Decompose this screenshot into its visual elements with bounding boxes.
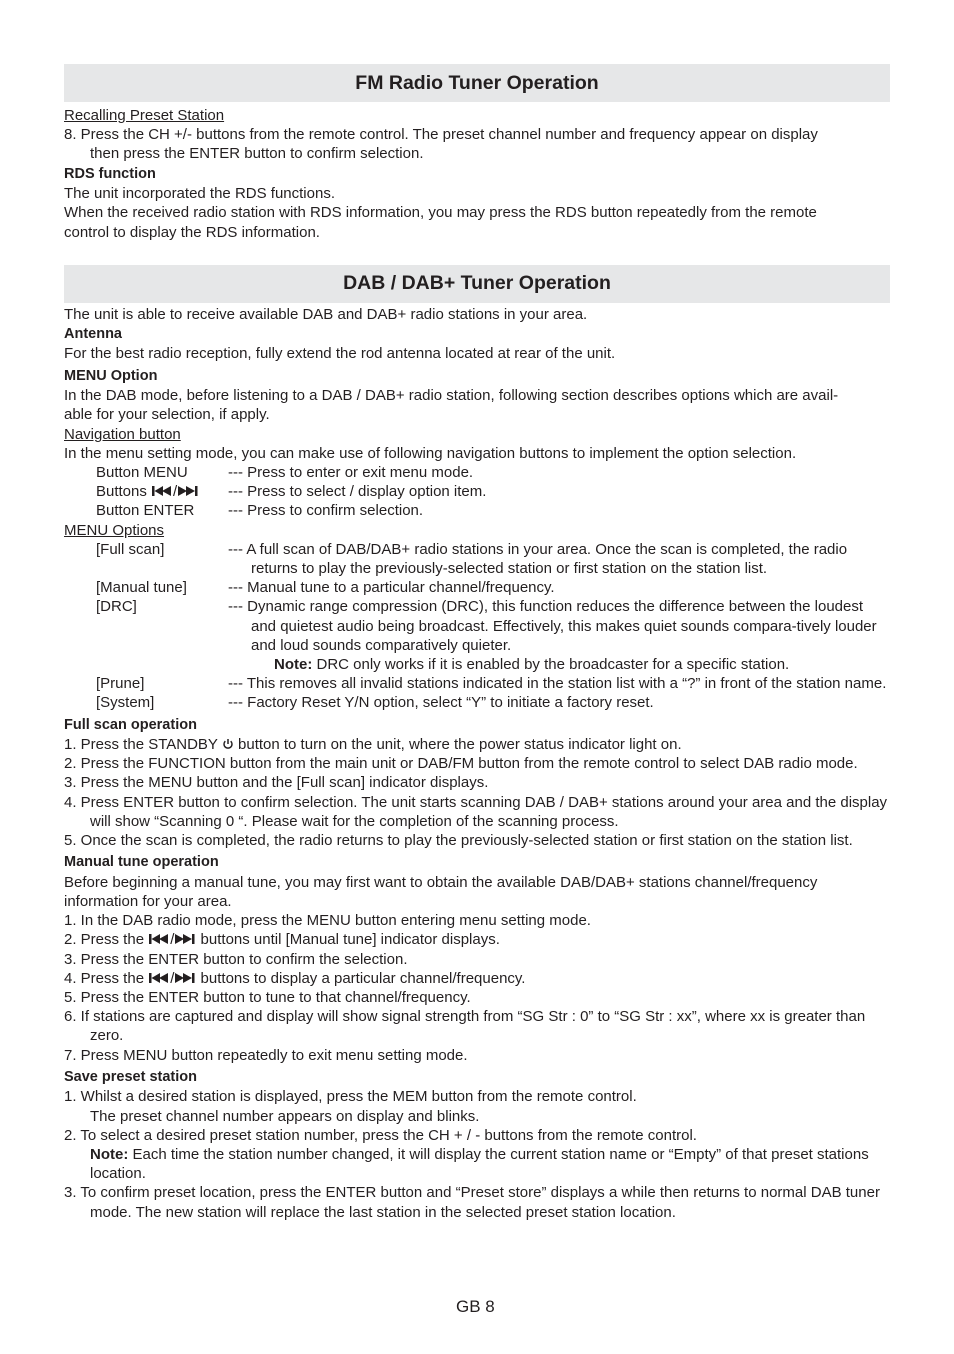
manual-tune-heading: Manual tune operation bbox=[64, 854, 219, 871]
manual-step-7: 7. Press MENU button repeatedly to exit menu setting mode. bbox=[64, 1046, 468, 1064]
option-key: [Prune] bbox=[96, 675, 145, 693]
navigation-heading: Navigation button bbox=[64, 425, 181, 443]
save-step-1-cont: The preset channel number appears on display and blinks. bbox=[90, 1107, 480, 1125]
nav-desc: --- Press to select / display option item. bbox=[228, 483, 487, 501]
full-scan-step-1: 1. Press the STANDBY button to turn on the unit, where the power status indicator light on. bbox=[64, 736, 682, 754]
note-text: DRC only works if it is enabled by the broadcaster for a specific station. bbox=[312, 655, 790, 673]
option-desc: --- Manual tune to a particular channel/frequency. bbox=[228, 579, 555, 597]
option-desc: --- Dynamic range compression (DRC), this function reduces the difference between the loudest and quietest audio being broadcast. Effectively, this makes quiet sounds compara-tively louder and loud sounds comparatively quieter. bbox=[228, 598, 877, 654]
manual-tune-intro: Before beginning a manual tune, you may first want to obtain the available DAB/DAB+ stations channel/frequency information for your area. bbox=[64, 873, 818, 910]
nav-row-enter bbox=[64, 501, 890, 520]
menu-options-heading: MENU Options bbox=[64, 521, 165, 539]
skip-back-icon bbox=[148, 933, 170, 945]
fm-step-8: 8. Press the CH +/- buttons from the remote control. The preset channel number and frequency appear on display bbox=[64, 126, 818, 144]
manual-step-5: 5. Press the ENTER button to tune to that channel/frequency. bbox=[64, 989, 471, 1007]
nav-row-menu bbox=[64, 463, 890, 482]
full-scan-step-2: 2. Press the FUNCTION button from the main unit or DAB/FM button from the remote control to select DAB radio mode. bbox=[64, 755, 858, 773]
drc-note bbox=[251, 655, 890, 674]
save-step-3: 3. To confirm preset location, press the ENTER button and “Preset store” displays a while then returns to normal DAB tuner mode. The new station will replace the last station in the selected preset station location. bbox=[64, 1184, 880, 1221]
skip-forward-icon bbox=[174, 933, 196, 945]
full-scan-step-5: 5. Once the scan is completed, the radio returns to play the previously-selected station or first station on the station list. bbox=[64, 832, 853, 850]
full-scan-step-3: 3. Press the MENU button and the [Full scan] indicator displays. bbox=[64, 774, 489, 792]
skip-back-icon bbox=[151, 485, 173, 497]
rds-text-1: The unit incorporated the RDS functions. bbox=[64, 185, 335, 203]
dab-section-header bbox=[64, 265, 890, 303]
option-desc: --- A full scan of DAB/DAB+ radio stations in your area. Once the scan is completed, the radio returns to play the previously-selected station or first station on the station list. bbox=[228, 540, 848, 577]
nav-desc: --- Press to enter or exit menu mode. bbox=[228, 463, 474, 481]
manual-step-4: 4. Press the / buttons to display a particular channel/frequency. bbox=[64, 969, 526, 987]
rds-text-2: When the received radio station with RDS information, you may press the RDS button repeatedly from the remote bbox=[64, 204, 817, 222]
dab-section-title: DAB / DAB+ Tuner Operation bbox=[343, 272, 611, 295]
nav-key: Buttons / bbox=[64, 482, 228, 501]
manual-step-1: 1. In the DAB radio mode, press the MENU button entering menu setting mode. bbox=[64, 912, 591, 930]
manual-step-2: 2. Press the / buttons until [Manual tune] indicator displays. bbox=[64, 931, 500, 949]
option-key: [System] bbox=[96, 694, 155, 712]
skip-back-icon bbox=[148, 972, 170, 984]
full-scan-step-4: 4. Press ENTER button to confirm selection. The unit starts scanning DAB / DAB+ stations around your area and the display will show “Scanning 0 “. Please wait for the completion of the scanning process. bbox=[64, 793, 888, 830]
nav-row-skip bbox=[64, 482, 890, 501]
option-key: [Full scan] bbox=[96, 540, 165, 558]
fm-section-header bbox=[64, 64, 890, 102]
note-text: Each time the station number changed, it will display the current station name or “Empty” of that preset stations location. bbox=[90, 1145, 869, 1183]
save-preset-heading: Save preset station bbox=[64, 1068, 197, 1085]
power-icon bbox=[222, 738, 234, 750]
skip-forward-icon bbox=[174, 972, 196, 984]
option-drc bbox=[64, 597, 890, 674]
option-system bbox=[64, 693, 890, 712]
option-key: [Manual tune] bbox=[96, 579, 187, 597]
dab-intro: The unit is able to receive available DAB and DAB+ radio stations in your area. bbox=[64, 305, 588, 323]
antenna-text: For the best radio reception, fully extend the rod antenna located at rear of the unit. bbox=[64, 345, 616, 363]
fm-section-title: FM Radio Tuner Operation bbox=[355, 71, 599, 94]
option-prune bbox=[64, 674, 890, 693]
option-full-scan bbox=[64, 540, 890, 578]
option-manual-tune bbox=[64, 578, 890, 597]
note-label: Note: bbox=[90, 1145, 129, 1163]
option-key: [DRC] bbox=[96, 598, 137, 616]
nav-key: Button MENU bbox=[96, 463, 188, 481]
skip-forward-icon bbox=[177, 485, 199, 497]
page-number: GB 8 bbox=[456, 1297, 495, 1316]
option-desc: --- Factory Reset Y/N option, select “Y” to initiate a factory reset. bbox=[228, 694, 654, 712]
note-label: Note: bbox=[274, 655, 313, 673]
rds-heading: RDS function bbox=[64, 165, 156, 182]
menu-option-heading: MENU Option bbox=[64, 367, 158, 384]
manual-step-6: 6. If stations are captured and display will show signal strength from “SG Str : 0” to “SG Str : xx”, where xx is greater than zero. bbox=[64, 1008, 866, 1045]
antenna-heading: Antenna bbox=[64, 325, 122, 342]
manual-page bbox=[64, 64, 890, 1222]
full-scan-heading: Full scan operation bbox=[64, 716, 197, 733]
recall-preset-heading: Recalling Preset Station bbox=[64, 107, 225, 124]
nav-key: Button ENTER bbox=[96, 502, 195, 520]
save-step-2-note bbox=[64, 1145, 890, 1183]
menu-option-text: In the DAB mode, before listening to a DAB / DAB+ radio station, following section describes options which are avail- bbox=[64, 387, 839, 405]
option-desc: --- This removes all invalid stations indicated in the station list with a “?” in front of the station name. bbox=[228, 675, 887, 693]
rds-text-2-cont: control to display the RDS information. bbox=[64, 223, 320, 241]
navigation-text: In the menu setting mode, you can make use of following navigation buttons to implement the option selection. bbox=[64, 444, 797, 462]
save-step-2: 2. To select a desired preset station number, press the CH + / - buttons from the remote control. bbox=[64, 1126, 697, 1144]
save-step-1: 1. Whilst a desired station is displayed, press the MEM button from the remote control. bbox=[64, 1088, 637, 1106]
nav-desc: --- Press to confirm selection. bbox=[228, 502, 424, 520]
fm-step-8-cont: then press the ENTER button to confirm selection. bbox=[90, 145, 424, 163]
menu-option-text-cont: able for your selection, if apply. bbox=[64, 406, 270, 424]
manual-step-3: 3. Press the ENTER button to confirm the selection. bbox=[64, 950, 408, 968]
